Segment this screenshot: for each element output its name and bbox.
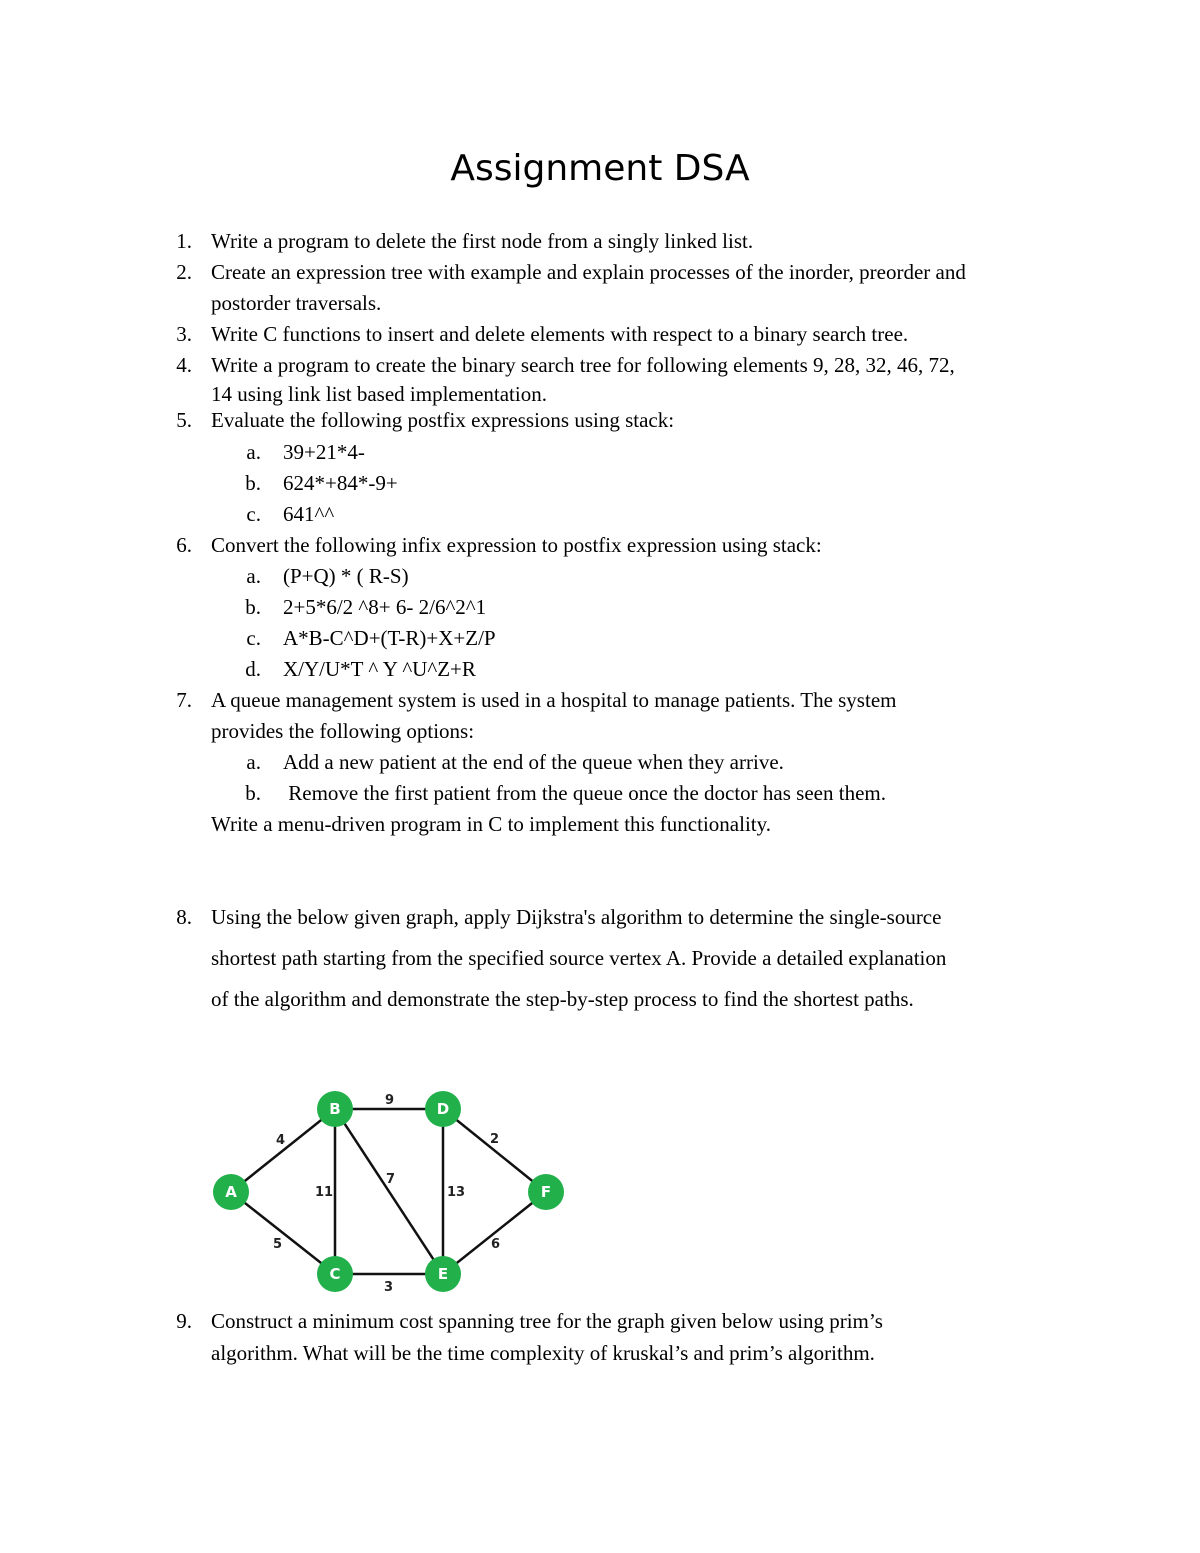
question-number: 5.: [176, 408, 192, 432]
question-text: Convert the following infix expression to postfix expression using stack:: [211, 533, 822, 557]
question-text-line-1: A queue management system is used in a hospital to manage patients. The system: [211, 688, 897, 712]
edge-weight-label: 7: [386, 1172, 396, 1187]
question-number: 9.: [176, 1309, 192, 1333]
sub-item-label: a.: [246, 440, 261, 464]
node-label: A: [225, 1183, 237, 1201]
edge-A-B: [231, 1109, 335, 1192]
question-text-line-2: algorithm. What will be the time complexity of kruskal’s and prim’s algorithm.: [211, 1341, 875, 1365]
question-text-line-1: Create an expression tree with example and explain processes of the inorder, preorder and: [211, 260, 966, 284]
sub-item-text: 2+5*6/2 ^8+ 6- 2/6^2^1: [283, 595, 487, 619]
page-title: Assignment DSA: [450, 148, 750, 189]
edge-weight-label: 9: [385, 1093, 395, 1108]
sub-item-label: d.: [245, 657, 261, 681]
question-number: 8.: [176, 905, 192, 929]
question-number: 2.: [176, 260, 192, 284]
question-number: 1.: [176, 229, 192, 253]
sub-item-label: b.: [245, 781, 261, 805]
question-text-line-1: Write a program to create the binary search tree for following elements 9, 28, 32, 46, 72,: [211, 353, 955, 377]
question-number: 7.: [176, 688, 192, 712]
node-label: D: [436, 1100, 450, 1118]
node-label: E: [437, 1265, 449, 1283]
edge-weight-label: 13: [447, 1185, 466, 1200]
sub-item-label: a.: [246, 564, 261, 588]
node-label: F: [540, 1183, 552, 1201]
sub-item-label: b.: [245, 595, 261, 619]
edge-D-F: [443, 1109, 546, 1192]
edge-weight-label: 11: [315, 1185, 334, 1200]
edge-weight-label: 4: [276, 1133, 286, 1148]
question-text-line-3: of the algorithm and demonstrate the step-by-step process to find the shortest paths.: [211, 987, 914, 1011]
question-text-line-2: shortest path starting from the specified source vertex A. Provide a detailed explanation: [211, 946, 947, 970]
sub-item-label: c.: [246, 502, 261, 526]
question-text-line-2: 14 using link list based implementation.: [211, 382, 547, 406]
question-footer: Write a menu-driven program in C to implement this functionality.: [211, 812, 771, 836]
question-number: 3.: [176, 322, 192, 346]
sub-item-text: Add a new patient at the end of the queue when they arrive.: [283, 750, 784, 774]
edge-B-E: [335, 1109, 443, 1274]
edge-E-F: [443, 1192, 546, 1274]
edge-weight-label: 6: [491, 1237, 501, 1252]
question-text-line-1: Construct a minimum cost spanning tree for the graph given below using prim’s: [211, 1309, 883, 1333]
sub-item-text: (P+Q) * ( R-S): [283, 564, 409, 588]
node-label: C: [329, 1265, 341, 1283]
sub-item-text: A*B-C^D+(T-R)+X+Z/P: [283, 626, 496, 650]
question-text-line-2: postorder traversals.: [211, 291, 382, 315]
question-text-line-2: provides the following options:: [211, 719, 475, 743]
edge-weight-label: 5: [273, 1237, 283, 1252]
question-text-line-1: Using the below given graph, apply Dijkstra's algorithm to determine the single-source: [211, 905, 942, 929]
question-text: Write a program to delete the first node from a singly linked list.: [211, 229, 754, 253]
sub-item-label: b.: [245, 471, 261, 495]
sub-item-label: c.: [246, 626, 261, 650]
node-label: B: [329, 1100, 341, 1118]
weighted-graph: [210, 1085, 570, 1300]
sub-item-text: X/Y/U*T ^ Y ^U^Z+R: [283, 657, 476, 681]
edge-weight-label: 2: [490, 1132, 500, 1147]
question-text: Evaluate the following postfix expressions using stack:: [211, 408, 675, 432]
sub-item-text: Remove the first patient from the queue once the doctor has seen them.: [283, 781, 886, 805]
question-text: Write C functions to insert and delete elements with respect to a binary search tree.: [211, 322, 909, 346]
edge-weight-label: 3: [384, 1280, 394, 1295]
sub-item-label: a.: [246, 750, 261, 774]
sub-item-text: 39+21*4-: [283, 440, 365, 464]
question-number: 4.: [176, 353, 192, 377]
sub-item-text: 641^^: [283, 502, 335, 526]
sub-item-text: 624*+84*-9+: [283, 471, 398, 495]
edge-A-C: [231, 1192, 335, 1274]
question-number: 6.: [176, 533, 192, 557]
